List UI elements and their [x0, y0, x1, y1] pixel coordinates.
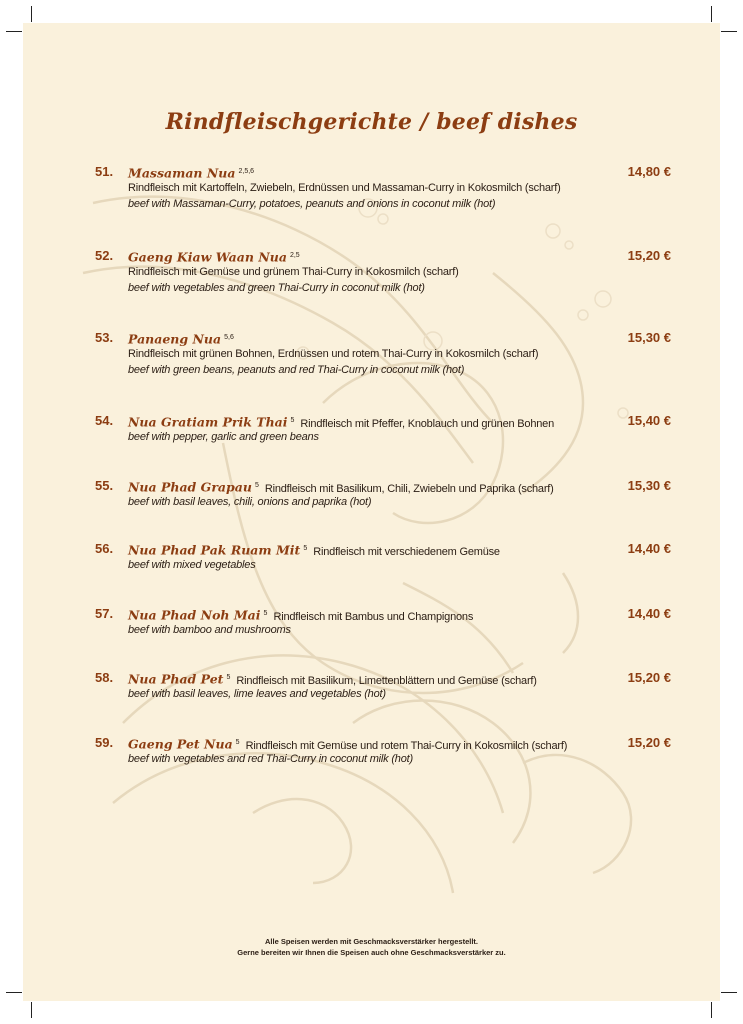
item-description-de: Rindfleisch mit verschiedenem Gemüse [313, 545, 500, 558]
item-description-de: Rindfleisch mit Kartoffeln, Zwiebeln, Erdnüssen und Massaman-Curry in Kokosmilch (scharf) [128, 182, 561, 194]
item-description-en: beef with vegetables and red Thai-Curry in coconut milk (hot) [128, 753, 413, 765]
item-description-de: Rindfleisch mit grünen Bohnen, Erdnüssen und rotem Thai-Curry in Kokosmilch (scharf) [128, 348, 539, 360]
crop-mark [721, 992, 737, 993]
item-price: 15,40 € [627, 413, 671, 428]
item-name: Panaeng Nua [128, 331, 222, 347]
item-name: Gaeng Kiaw Waan Nua [128, 249, 287, 265]
item-price: 14,40 € [627, 541, 671, 556]
item-description-de: Rindfleisch mit Basilikum, Limettenblättern und Gemüse (scharf) [236, 674, 537, 687]
item-price: 15,30 € [627, 330, 671, 345]
item-number: 53. [95, 330, 114, 345]
item-description-de: Rindfleisch mit Bambus und Champignons [273, 610, 474, 623]
menu-page [23, 23, 720, 1001]
item-description-en: beef with green beans, peanuts and red Thai-Curry in coconut milk (hot) [128, 364, 465, 376]
item-allergens: 2,5 [289, 252, 300, 259]
item-number: 58. [95, 670, 114, 685]
item-allergens: 5 [226, 674, 231, 681]
item-allergens: 2,5,6 [238, 168, 255, 175]
item-name: Nua Gratiam Prik Thai [128, 414, 288, 430]
crop-mark [31, 6, 32, 22]
item-description-en: beef with basil leaves, chili, onions and paprika (hot) [128, 496, 372, 508]
item-description-de: Rindfleisch mit Pfeffer, Knoblauch und grünen Bohnen [300, 417, 554, 430]
item-allergens: 5 [254, 482, 259, 489]
item-price: 15,20 € [627, 248, 671, 263]
item-description-en: beef with Massaman-Curry, potatoes, peanuts and onions in coconut milk (hot) [128, 198, 496, 210]
item-number: 56. [95, 541, 114, 556]
item-description-de: Rindfleisch mit Basilikum, Chili, Zwiebeln und Paprika (scharf) [264, 482, 554, 495]
item-price: 14,40 € [627, 606, 671, 621]
item-name: Nua Phad Grapau [128, 479, 252, 495]
item-number: 59. [95, 735, 114, 750]
item-description-en: beef with bamboo and mushrooms [128, 624, 291, 636]
item-name: Nua Phad Pak Ruam Mit [128, 542, 301, 558]
item-description-de: Rindfleisch mit Gemüse und grünem Thai-Curry in Kokosmilch (scharf) [128, 266, 459, 278]
item-price: 15,20 € [627, 735, 671, 750]
item-description-en: beef with vegetables and green Thai-Curry in coconut milk (hot) [128, 282, 425, 294]
item-allergens: 5 [235, 739, 240, 746]
crop-mark [6, 31, 22, 32]
item-name: Gaeng Pet Nua [128, 736, 233, 752]
item-description-en: beef with basil leaves, lime leaves and vegetables (hot) [128, 688, 386, 700]
item-price: 14,80 € [627, 164, 671, 179]
item-number: 52. [95, 248, 114, 263]
footer-line: Gerne bereiten wir Ihnen die Speisen auch ohne Geschmacksverstärker zu. [237, 948, 506, 957]
item-number: 55. [95, 478, 114, 493]
crop-mark [711, 1002, 712, 1018]
item-number: 54. [95, 413, 114, 428]
item-price: 15,30 € [627, 478, 671, 493]
item-description-en: beef with mixed vegetables [128, 559, 256, 571]
item-price: 15,20 € [627, 670, 671, 685]
item-allergens: 5 [290, 417, 295, 424]
item-name: Nua Phad Noh Mai [128, 607, 261, 623]
page-title: Rindfleischgerichte / beef dishes [165, 109, 578, 135]
crop-mark [31, 1002, 32, 1018]
item-description-en: beef with pepper, garlic and green beans [128, 431, 319, 443]
footer-line: Alle Speisen werden mit Geschmacksverstärker hergestellt. [264, 937, 479, 946]
item-number: 51. [95, 164, 114, 179]
crop-mark [721, 31, 737, 32]
footer-note [23, 936, 720, 958]
item-allergens: 5 [303, 545, 308, 552]
item-name: Massaman Nua [128, 165, 236, 181]
crop-mark [711, 6, 712, 22]
item-allergens: 5 [263, 610, 268, 617]
item-description-de: Rindfleisch mit Gemüse und rotem Thai-Curry in Kokosmilch (scharf) [245, 739, 568, 752]
item-allergens: 5,6 [224, 334, 234, 341]
item-number: 57. [95, 606, 114, 621]
crop-mark [6, 992, 22, 993]
item-name: Nua Phad Pet [128, 671, 224, 687]
